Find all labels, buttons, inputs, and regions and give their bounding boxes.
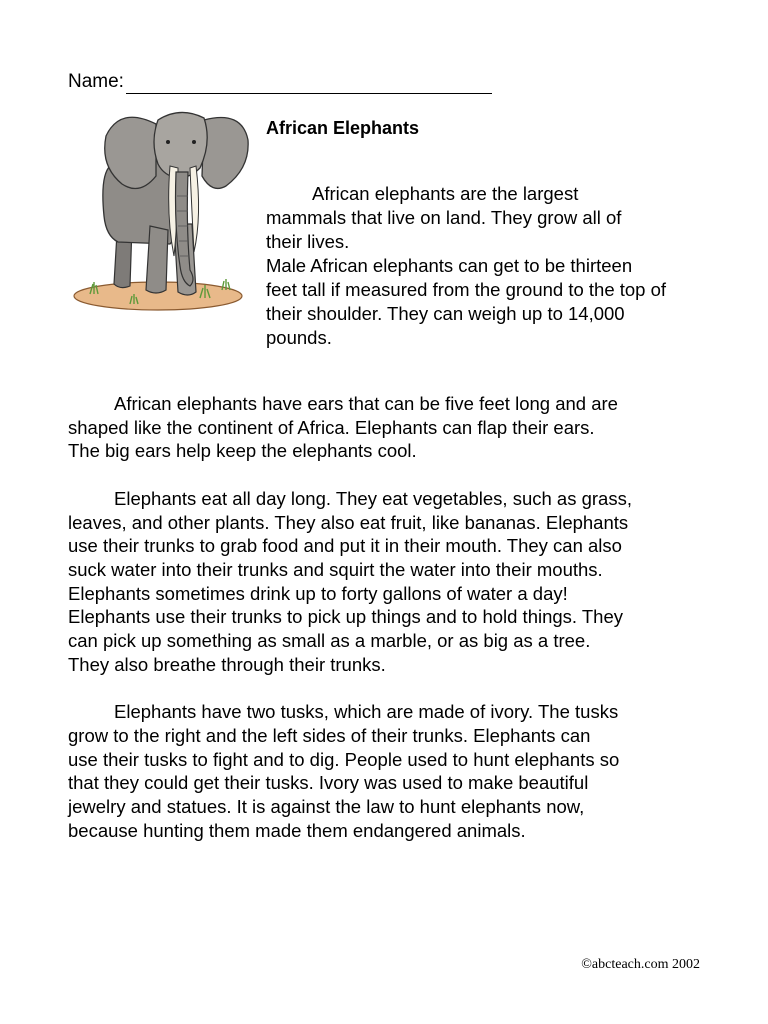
elephant-icon: [70, 106, 250, 318]
paragraph-line: Elephants have two tusks, which are made of ivory. The tusks: [114, 701, 619, 723]
name-label: Name:: [68, 71, 124, 92]
paragraph-line: They also breathe through their trunks.: [68, 653, 386, 675]
paragraph-line: use their trunks to grab food and put it in their mouth. They can also: [68, 535, 622, 557]
paragraph-line: grow to the right and the left sides of their trunks. Elephants can: [68, 724, 591, 746]
paragraph-line: can pick up something as small as a marble, or as big as a tree.: [68, 630, 591, 652]
intro-line: their shoulder. They can weigh up to 14,000: [266, 303, 625, 324]
body-text: [68, 392, 708, 866]
intro-line: mammals that live on land. They grow all of: [266, 207, 622, 228]
paragraph-line: use their tusks to fight and to dig. People used to hunt elephants so: [68, 748, 620, 770]
paragraph-line: jewelry and statues. It is against the law to hunt elephants now,: [68, 795, 585, 817]
intro-line: African elephants are the largest: [312, 183, 579, 204]
paragraph-line: Elephants use their trunks to pick up things and to hold things. They: [68, 606, 623, 628]
paragraph-ears: [68, 392, 708, 463]
paragraph-line: African elephants have ears that can be five feet long and are: [114, 393, 618, 414]
paragraph-line: Elephants sometimes drink up to forty gallons of water a day!: [68, 582, 568, 604]
paragraph-line: shaped like the continent of Africa. Elephants can flap their ears.: [68, 416, 595, 438]
intro-line: pounds.: [266, 327, 332, 348]
paragraph-line: The big ears help keep the elephants cool.: [68, 440, 417, 462]
intro-line: feet tall if measured from the ground to the top of: [266, 279, 667, 300]
paragraph-line: that they could get their tusks. Ivory was used to make beautiful: [68, 772, 589, 794]
intro-line: their lives.: [266, 231, 350, 252]
paragraph-tusks: [68, 700, 708, 842]
paragraph-line: Elephants eat all day long. They eat vegetables, such as grass,: [114, 487, 632, 509]
intro-paragraph: [266, 182, 706, 350]
worksheet-title: African Elephants: [266, 118, 420, 138]
paragraph-line: suck water into their trunks and squirt the water into their mouths.: [68, 558, 603, 580]
copyright-notice: ©abcteach.com 2002: [581, 957, 700, 972]
name-blank-line: [126, 74, 492, 94]
paragraph-food: [68, 487, 708, 677]
intro-line: Male African elephants can get to be thirteen: [266, 255, 633, 276]
name-field: [68, 70, 492, 94]
paragraph-line: leaves, and other plants. They also eat fruit, like bananas. Elephants: [68, 511, 629, 533]
paragraph-line: because hunting them made them endangered animals.: [68, 819, 526, 841]
